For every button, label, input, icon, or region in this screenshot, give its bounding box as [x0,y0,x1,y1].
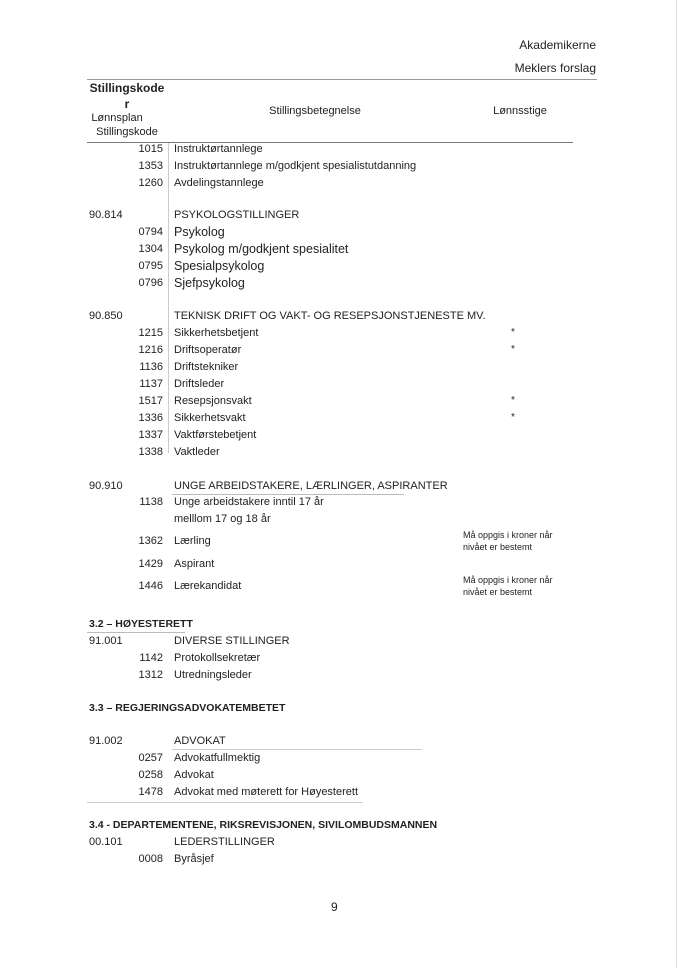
lonnsstige-note: Må oppgis i kroner når nivået er bestemt [463,575,553,597]
table-row-name: Sikkerhetsvakt [174,412,246,424]
table-row-code: 1517 [138,395,163,407]
col-stillingskode-title: Stillingskode [89,81,165,95]
table-row-code: 0257 [138,752,163,764]
table-row-code: 1336 [138,412,163,424]
org-name: Akademikerne [519,38,596,52]
col-stillingsbetegnelse: Stillingsbetegnelse [269,105,361,117]
group-title: TEKNISK DRIFT OG VAKT- OG RESEPSJONSTJENESTE MV. [174,310,486,322]
table-row-code: 1446 [138,580,163,592]
table-row-code: 1304 [138,243,163,255]
table-row-code: 1337 [138,429,163,441]
scan-edge [676,0,677,968]
table-row-code: 0258 [138,769,163,781]
section-title: 3.4 - DEPARTEMENTENE, RIKSREVISJONEN, SIVILOMBUDSMANNEN [89,819,438,831]
group-plan-code: 90.850 [89,310,123,322]
doc-subtitle: Meklers forslag [514,61,596,75]
table-row-name: Psykolog m/godkjent spesialitet [174,242,349,256]
table-row-name: Byråsjef [174,853,214,865]
table-row-name-cont: melllom 17 og 18 år [174,513,271,525]
table-row-name: Psykolog [174,225,225,239]
group-title: PSYKOLOGSTILLINGER [174,209,300,221]
table-row-name: Driftsleder [174,378,225,390]
col-lonnsplan-label: Lønnsplan [91,112,143,124]
table-row-name: Lærling [174,535,211,547]
table-row-code: 1429 [138,558,163,570]
lonnsstige-note: Må oppgis i kroner når nivået er bestemt [463,530,553,552]
table-row-name: Advokat med møterett for Høyesterett [174,786,359,798]
group-title: DIVERSE STILLINGER [174,635,290,647]
section-title: 3.2 – HØYESTERETT [89,618,193,630]
table-row-code: 1142 [139,652,163,664]
table-row-name: Lærekandidat [174,580,242,592]
lonnsstige-marker: * [511,412,515,423]
table-row-name: Driftsoperatør [174,344,242,356]
col-stillingskode-mark: r [124,97,130,111]
group-plan-code: 00.101 [89,836,123,848]
table-row-name: Instruktørtannlege m/godkjent spesialistutdanning [174,160,417,172]
table-row-name: Vaktførstebetjent [174,429,257,441]
group-plan-code: 91.001 [89,635,123,647]
section-title: 3.3 – REGJERINGSADVOKATEMBETET [89,702,286,714]
table-row-name: Advokatfullmektig [174,752,261,764]
group-title: UNGE ARBEIDSTAKERE, LÆRLINGER, ASPIRANTER [174,480,448,492]
table-row-name: Instruktørtannlege [174,143,263,155]
table-row-code: 0794 [138,226,163,238]
group-underline [172,749,422,750]
lonnsstige-marker: * [511,344,515,355]
table-row-name: Aspirant [174,558,215,570]
table-row-code: 1215 [138,327,163,339]
section-underline [87,632,185,633]
table-row-name: Vaktleder [174,446,220,458]
table-row-code: 1216 [138,344,163,356]
column-separator [168,143,169,453]
group-title: LEDERSTILLINGER [174,836,275,848]
table-row-code: 1138 [139,496,163,508]
table-row-name: Resepsjonsvakt [174,395,252,407]
col-lonnsstige: Lønnsstige [493,105,547,117]
table-row-code: 1478 [138,786,163,798]
table-row-code: 0008 [138,853,163,865]
table-row-name: Advokat [174,769,214,781]
lonnsstige-marker: * [511,395,515,406]
table-row-code: 1362 [138,535,163,547]
table-row-code: 1015 [138,143,163,155]
top-rule [87,79,597,80]
col-stillingskode-label: Stillingskode [96,126,158,138]
section-end-rule [87,802,363,803]
group-underline [172,494,404,495]
table-row-code: 1338 [138,446,163,458]
table-row-name: Sikkerhetsbetjent [174,327,259,339]
table-row-code: 1137 [139,378,163,390]
table-row-code: 0795 [138,260,163,272]
table-row-code: 1353 [138,160,163,172]
group-plan-code: 90.814 [89,209,123,221]
table-row-code: 0796 [138,277,163,289]
group-plan-code: 91.002 [89,735,123,747]
table-row-code: 1260 [138,177,163,189]
table-row-name: Protokollsekretær [174,652,261,664]
group-plan-code: 90.910 [89,480,123,492]
table-row-name: Unge arbeidstakere inntil 17 år [174,496,324,508]
table-row-code: 1312 [138,669,163,681]
table-row-name: Avdelingstannlege [174,177,264,189]
table-row-name: Sjefpsykolog [174,276,245,290]
table-row-code: 1136 [139,361,163,373]
lonnsstige-marker: * [511,327,515,338]
table-row-name: Utredningsleder [174,669,252,681]
group-title: ADVOKAT [174,735,226,747]
table-row-name: Spesialpsykolog [174,259,265,273]
table-row-name: Driftstekniker [174,361,239,373]
page-number: 9 [331,900,338,914]
